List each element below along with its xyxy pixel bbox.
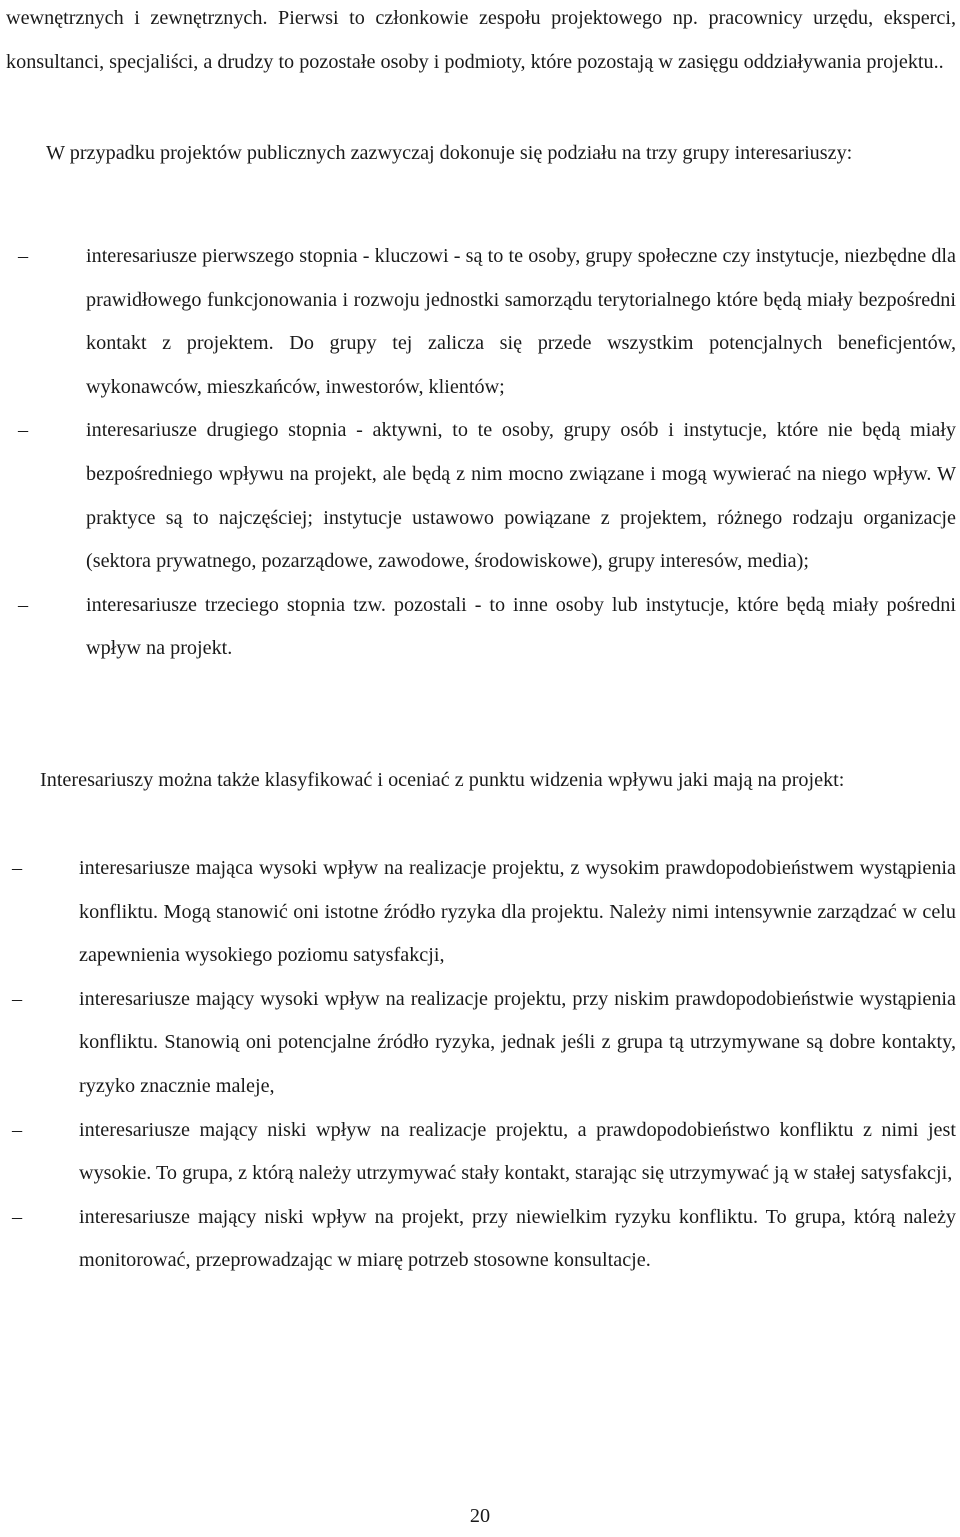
dash-bullet: – bbox=[18, 245, 29, 267]
dash-bullet: – bbox=[12, 857, 23, 879]
list-item-text: interesariusze mający niski wpływ na projekt, przy niewielkim ryzyku konfliktu. To grupa, którą należy monitorować, przeprowadzając w miarę potrzeb stosowne konsultacje. bbox=[79, 1205, 956, 1272]
classification-paragraph: Interesariuszy można także klasyfikować i oceniać z punktu widzenia wpływu jaki mają na projekt: bbox=[40, 769, 845, 791]
list-item bbox=[12, 1109, 956, 1196]
stakeholder-classification-list bbox=[12, 847, 956, 1283]
list-item-text: interesariusze mający niski wpływ na realizacje projektu, a prawdopodobieństwo konfliktu z nimi jest wysokie. To grupa, z którą należy utrzymywać stały kontakt, starając się utrzymywać ją w stałej satysfakcji, bbox=[79, 1118, 956, 1185]
list-item-text: interesariusze mający wysoki wpływ na realizacje projektu, przy niskim prawdopodobieństwie wystąpienia konfliktu. Stanowią oni potencjalne źródło ryzyka, jednak jeśli z grupa tą utrzymywane są dobre kontakty, ryzyko znacznie maleje, bbox=[79, 987, 956, 1097]
page-number: 20 bbox=[469, 1505, 491, 1527]
dash-bullet: – bbox=[18, 593, 29, 616]
list-item-text: interesariusze mająca wysoki wpływ na realizacje projektu, z wysokim prawdopodobieństwem wystąpienia konfliktu. Mogą stanowić oni istotne źródło ryzyka dla projektu. Należy nimi intensywnie zarządzać w celu zapewnienia wysokiego poziomu satysfakcji, bbox=[79, 857, 956, 967]
list-item-text: interesariusze pierwszego stopnia - kluczowi - są to te osoby, grupy społeczne czy instytucje, niezbędne dla prawidłowego funkcjonowania i rozwoju jednostki samorządu terytorialnego które będą miały bezpośredni kontakt z projektem. Do grupy tej zalicza się przede wszystkim potencjalnych beneficjentów, wykonawców, mieszkańców, inwestorów, klientów; bbox=[86, 245, 956, 398]
dash-bullet: – bbox=[12, 1118, 23, 1141]
list-item bbox=[12, 978, 956, 1109]
groups-intro-paragraph: W przypadku projektów publicznych zazwyczaj dokonuje się podziału na trzy grupy interesariuszy: bbox=[46, 142, 853, 164]
list-item-text: interesariusze drugiego stopnia - aktywni, to te osoby, grupy osób i instytucje, które nie będą miały bezpośredniego wpływu na projekt, ale będą z nim mocno związane i mogą wywierać na niego wpływ. W praktyce są to najczęściej; instytucje ustawowo powiązane z projektem, różnego rodzaju organizacje (sektora prywatnego, pozarządowe, zawodowe, środowiskowe), grupy interesów, media); bbox=[86, 419, 956, 573]
list-item bbox=[18, 409, 956, 583]
list-item-text: interesariusze trzeciego stopnia tzw. pozostali - to inne osoby lub instytucje, które będą miały pośredni wpływ na projekt. bbox=[86, 593, 956, 660]
list-item bbox=[12, 1196, 956, 1283]
list-item bbox=[12, 847, 956, 978]
dash-bullet: – bbox=[12, 1205, 23, 1228]
list-item bbox=[18, 584, 956, 671]
dash-bullet: – bbox=[18, 419, 29, 442]
list-item bbox=[18, 235, 956, 409]
stakeholder-groups-list bbox=[18, 235, 956, 671]
intro-paragraph: wewnętrznych i zewnętrznych. Pierwsi to członkowie zespołu projektowego np. pracownicy urzędu, eksperci, konsultanci, specjaliści, a drudzy to pozostałe osoby i podmioty, które pozostają w zasięgu oddziaływania projektu.. bbox=[6, 7, 956, 73]
dash-bullet: – bbox=[12, 987, 23, 1010]
